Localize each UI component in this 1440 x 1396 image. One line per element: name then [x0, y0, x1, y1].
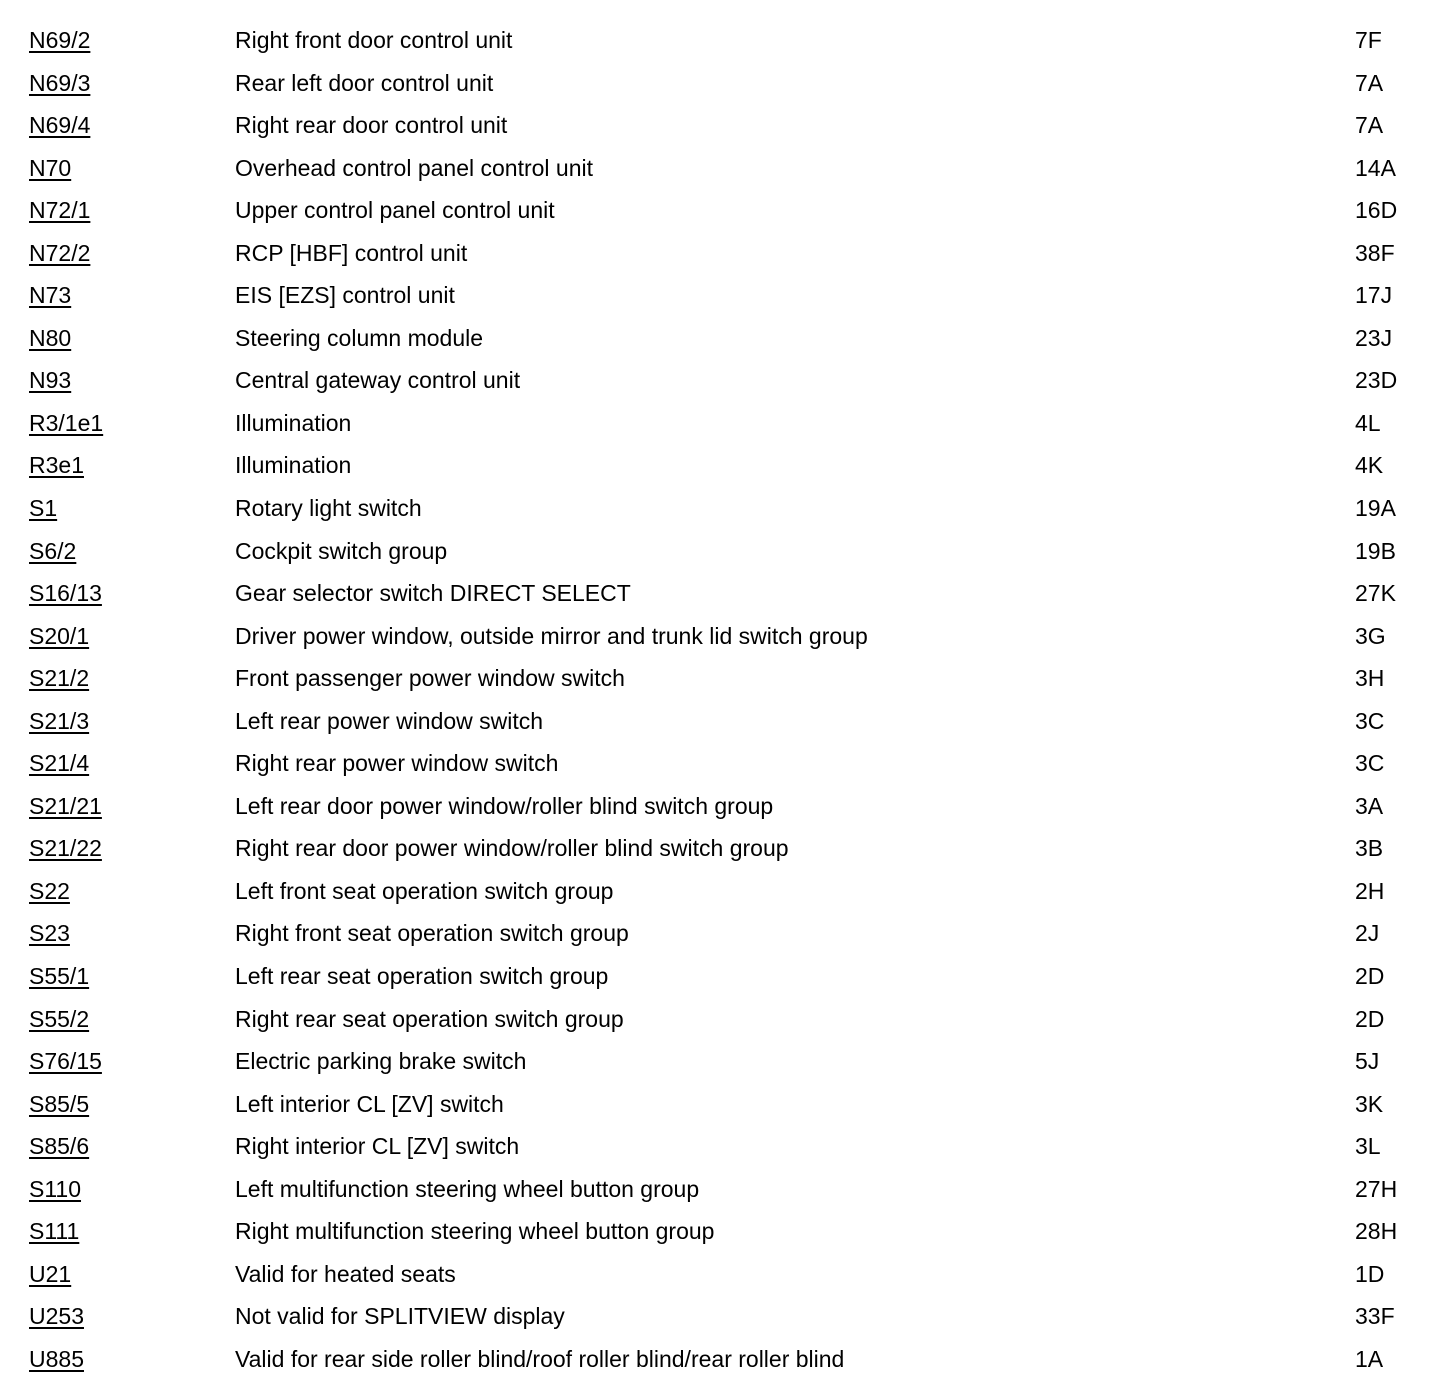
grid-reference: 2J — [1355, 920, 1380, 947]
component-description: Right interior CL [ZV] switch — [235, 1133, 520, 1160]
component-code-link[interactable]: S16/13 — [29, 580, 102, 607]
grid-reference: 3L — [1355, 1133, 1381, 1160]
component-code-link[interactable]: S6/2 — [29, 537, 77, 564]
grid-reference: 2D — [1355, 963, 1385, 990]
grid-reference: 33F — [1355, 1303, 1395, 1330]
component-code-link[interactable]: N80 — [29, 324, 72, 351]
component-description: Right rear seat operation switch group — [235, 1005, 624, 1032]
component-description: Front passenger power window switch — [235, 665, 625, 692]
grid-reference: 3C — [1355, 707, 1385, 734]
table-row — [0, 1295, 1440, 1338]
component-code-link[interactable]: N93 — [29, 367, 72, 394]
component-code-link[interactable]: S21/3 — [29, 707, 90, 734]
table-row — [0, 104, 1440, 147]
table-row — [0, 1083, 1440, 1126]
table-row — [0, 487, 1440, 530]
table-row — [0, 742, 1440, 785]
component-code-link[interactable]: S21/21 — [29, 792, 102, 819]
table-row — [0, 827, 1440, 870]
component-code-link[interactable]: S21/2 — [29, 665, 90, 692]
component-description: Right rear power window switch — [235, 750, 559, 777]
table-row — [0, 657, 1440, 700]
table-row — [0, 402, 1440, 445]
component-code-link[interactable]: U253 — [29, 1303, 84, 1330]
table-row — [0, 147, 1440, 190]
component-code-link[interactable]: N72/2 — [29, 239, 91, 266]
component-code-link[interactable]: N72/1 — [29, 197, 91, 224]
grid-reference: 14A — [1355, 154, 1396, 181]
grid-reference: 27H — [1355, 1175, 1398, 1202]
grid-reference: 1D — [1355, 1260, 1385, 1287]
table-row — [0, 189, 1440, 232]
component-code-link[interactable]: N73 — [29, 282, 72, 309]
component-description: EIS [EZS] control unit — [235, 282, 455, 309]
component-description: Overhead control panel control unit — [235, 154, 593, 181]
table-row — [0, 1210, 1440, 1253]
component-code-link[interactable]: U21 — [29, 1260, 72, 1287]
table-row — [0, 870, 1440, 913]
component-code-link[interactable]: U885 — [29, 1345, 84, 1372]
grid-reference: 7A — [1355, 112, 1384, 139]
table-row — [0, 955, 1440, 998]
table-row — [0, 700, 1440, 743]
component-code-link[interactable]: R3/1e1 — [29, 409, 104, 436]
grid-reference: 3A — [1355, 792, 1384, 819]
table-row — [0, 317, 1440, 360]
table-row — [0, 530, 1440, 573]
grid-reference: 1A — [1355, 1345, 1384, 1372]
component-description: Not valid for SPLITVIEW display — [235, 1303, 565, 1330]
grid-reference: 19B — [1355, 537, 1396, 564]
component-description: Right front door control unit — [235, 27, 513, 53]
grid-reference: 3B — [1355, 835, 1384, 862]
grid-reference: 7A — [1355, 69, 1384, 96]
grid-reference: 19A — [1355, 495, 1396, 522]
component-description: Rotary light switch — [235, 495, 422, 522]
component-description: Left rear door power window/roller blind switch group — [235, 792, 774, 819]
component-code-link[interactable]: S85/6 — [29, 1133, 90, 1160]
grid-reference: 23J — [1355, 324, 1393, 351]
grid-reference: 2D — [1355, 1005, 1385, 1032]
component-description: Driver power window, outside mirror and trunk lid switch group — [235, 622, 868, 649]
component-description: Right multifunction steering wheel button group — [235, 1218, 715, 1245]
table-row — [0, 1125, 1440, 1168]
table-row — [0, 232, 1440, 275]
component-description: Left interior CL [ZV] switch — [235, 1090, 504, 1117]
component-description: Rear left door control unit — [235, 69, 494, 96]
component-code-link[interactable]: N69/2 — [29, 27, 91, 53]
component-code-link[interactable]: N69/3 — [29, 69, 91, 96]
grid-reference: 7F — [1355, 27, 1382, 53]
component-description: Steering column module — [235, 324, 484, 351]
component-description: RCP [HBF] control unit — [235, 239, 468, 266]
component-description: Cockpit switch group — [235, 537, 448, 564]
grid-reference: 17J — [1355, 282, 1393, 309]
table-row — [0, 615, 1440, 658]
component-code-link[interactable]: S1 — [29, 495, 58, 522]
grid-reference: 27K — [1355, 580, 1396, 607]
grid-reference: 16D — [1355, 197, 1398, 224]
component-code-link[interactable]: S22 — [29, 877, 70, 904]
component-description: Left rear seat operation switch group — [235, 963, 609, 990]
component-code-link[interactable]: S21/4 — [29, 750, 90, 777]
table-row — [0, 1338, 1440, 1381]
component-description: Illumination — [235, 409, 352, 436]
component-description: Central gateway control unit — [235, 367, 521, 394]
grid-reference: 3G — [1355, 622, 1386, 649]
component-code-link[interactable]: N69/4 — [29, 112, 91, 139]
grid-reference: 2H — [1355, 877, 1385, 904]
component-description: Left front seat operation switch group — [235, 877, 614, 904]
component-description: Electric parking brake switch — [235, 1048, 527, 1075]
table-row — [0, 274, 1440, 317]
component-code-link[interactable]: S21/22 — [29, 835, 102, 862]
component-code-link[interactable]: S23 — [29, 920, 70, 947]
component-description: Gear selector switch DIRECT SELECT — [235, 580, 631, 607]
component-code-link[interactable]: S76/15 — [29, 1048, 102, 1075]
component-description: Valid for rear side roller blind/roof roller blind/rear roller blind — [235, 1345, 845, 1372]
grid-reference: 23D — [1355, 367, 1398, 394]
component-code-link[interactable]: S55/1 — [29, 963, 90, 990]
grid-reference: 38F — [1355, 239, 1395, 266]
component-description: Right front seat operation switch group — [235, 920, 629, 947]
table-row — [0, 785, 1440, 828]
component-code-link[interactable]: S85/5 — [29, 1090, 90, 1117]
component-description: Valid for heated seats — [235, 1260, 456, 1287]
component-description: Right rear door power window/roller blind switch group — [235, 835, 789, 862]
component-code-link[interactable]: S20/1 — [29, 622, 90, 649]
grid-reference: 4K — [1355, 452, 1384, 479]
table-row — [0, 62, 1440, 105]
table-row — [0, 998, 1440, 1041]
component-description: Right rear door control unit — [235, 112, 508, 139]
grid-reference: 4L — [1355, 409, 1381, 436]
table-row — [0, 912, 1440, 955]
component-code-link[interactable]: S55/2 — [29, 1005, 90, 1032]
component-code-link[interactable]: N70 — [29, 154, 72, 181]
table-row — [0, 572, 1440, 615]
component-description: Left rear power window switch — [235, 707, 544, 734]
component-description: Upper control panel control unit — [235, 197, 555, 224]
grid-reference: 3C — [1355, 750, 1385, 777]
table-row — [0, 1040, 1440, 1083]
grid-reference: 3K — [1355, 1090, 1384, 1117]
grid-reference: 28H — [1355, 1218, 1398, 1245]
component-legend-table — [0, 19, 1440, 1381]
component-code-link[interactable]: R3e1 — [29, 452, 84, 479]
grid-reference: 5J — [1355, 1048, 1380, 1075]
component-description: Left multifunction steering wheel button group — [235, 1175, 700, 1202]
grid-reference: 3H — [1355, 665, 1385, 692]
table-row — [0, 1168, 1440, 1211]
table-row — [0, 444, 1440, 487]
table-row — [0, 1253, 1440, 1296]
table-row — [0, 359, 1440, 402]
component-code-link[interactable]: S111 — [29, 1218, 80, 1245]
table-row — [0, 19, 1440, 62]
component-description: Illumination — [235, 452, 352, 479]
component-code-link[interactable]: S110 — [29, 1175, 82, 1202]
